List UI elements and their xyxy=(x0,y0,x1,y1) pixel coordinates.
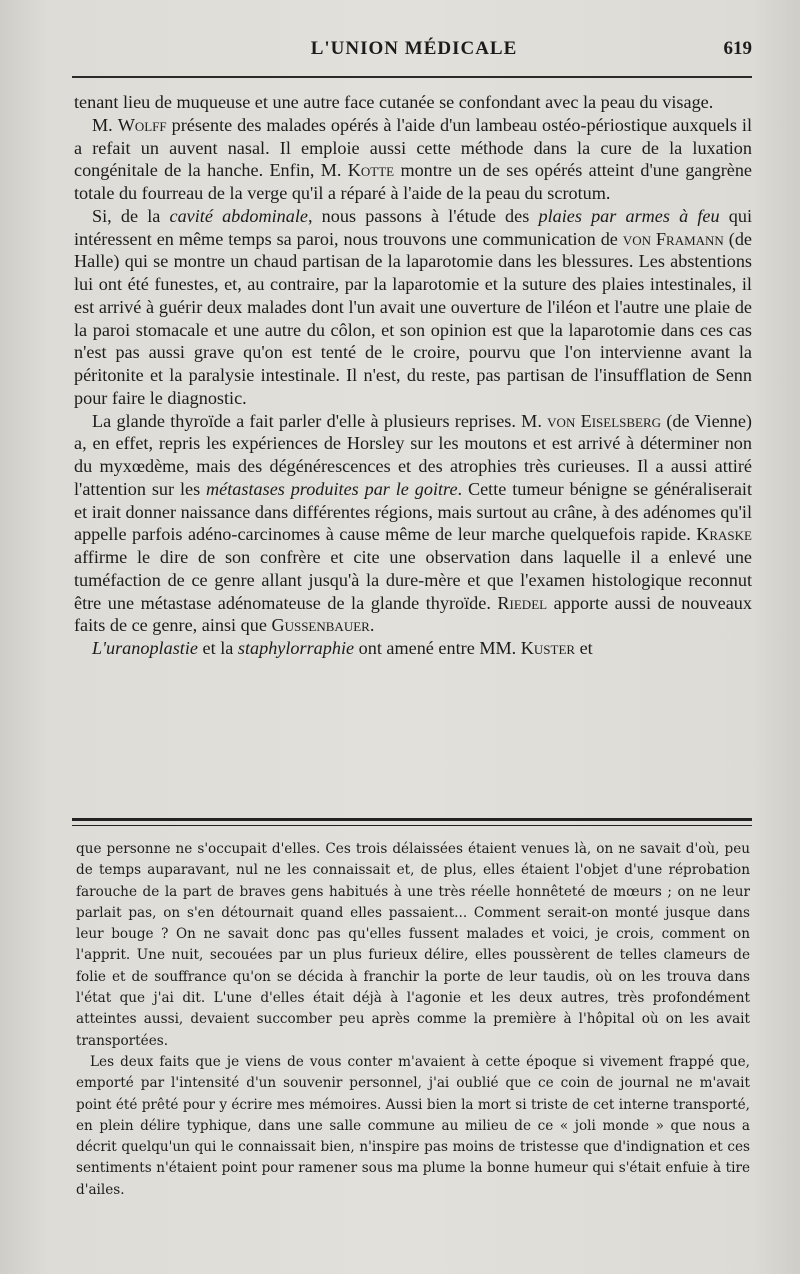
term-staphylorraphie: staphylorraphie xyxy=(237,638,355,658)
page-number: 619 xyxy=(723,38,752,59)
p2-mid: présente des malades opérés à l'aide d'un lambeau ostéo-périostique auxquels il a refait un auvent nasal. Il emploie aussi cette méthode dans la cure de la luxation congénitale de la hanche. Enfin, M. xyxy=(74,114,752,181)
term-metastases-goitre: métastases produites par le goitre xyxy=(206,478,458,499)
author-von-framann: von Framann xyxy=(622,228,724,249)
feuilleton-paragraph-2: Les deux faits que je viens de vous conter m'avaient à cette époque si vivement frappé que, emporté par l'intensité d'un souvenir personnel, j'ai oublié que ce coin de journal ne m'avait point été prêté pour y écrire mes mémoires. Aussi bien la mort si triste de cet interne transporté, en plein délire typhique, dans une salle commune au milieu de ce « joli monde » que nous a décrit quelqu'un qui le connaissait bien, n'inspire pas moins de tristesse que d'indignation et ces sentiments n'étaient point pour ramener sous ma plume la bonne humeur qui s'était enfuie à tire d'ailes. xyxy=(76,1053,750,1198)
p4-d: affirme le dire de son confrère et cite une observation dans laquelle il a enlevé une tuméfaction de ce genre allant jusqu'à la dure-mère et que l'examen histologique reconnut être une métastase adénomateuse de la glande thyroïde. xyxy=(74,547,752,613)
term-cavite-abdominale: cavité abdominale xyxy=(169,205,308,226)
p5-a: et la xyxy=(197,638,238,658)
author-riedel: Riedel xyxy=(497,592,548,613)
p3-c: qui intéressent en même temps sa paroi, nous trouvons une communication de xyxy=(74,205,752,249)
p4-e: apporte aussi de nouveaux faits de ce genre, ainsi que xyxy=(74,592,752,636)
feuilleton-text xyxy=(76,839,750,1201)
p4-f: . xyxy=(369,615,375,636)
paragraph-4 xyxy=(74,410,752,638)
paragraph-1-text: tenant lieu de muqueuse et une autre face cutanée se confondant avec la peau du visage. xyxy=(74,92,714,112)
author-von-eiselsberg: von Eiselsberg xyxy=(547,410,662,431)
paragraph-2 xyxy=(74,114,752,205)
p3-a: Si, de la xyxy=(92,205,170,226)
author-kotte: Kotte xyxy=(347,160,395,181)
main-article-text xyxy=(74,91,752,660)
p2-pre: M. xyxy=(92,114,118,135)
p4-c: . Cette tumeur bénigne se généraliserait et irait donner naissance dans différentes régions, mais surtout au crâne, à des adénomes qu'il appelle parfois adéno-carcinomes à cause même de leur marche quelquefois rapide. xyxy=(74,478,753,545)
p3-b: , nous passons à l'étude des xyxy=(307,205,539,226)
running-title: L'UNION MÉDICALE xyxy=(310,38,518,59)
paragraph-3 xyxy=(74,205,752,410)
p3-d: (de Halle) qui se montre un chaud partisan de la laparotomie dans les blessures. Les abstentions lui ont été funestes, et, au contraire, par la laparotomie et la suture des plaies intestinales, il est arrivé à guérir deux malades dont l'un avait une ouverture de l'iléon et l'autre une plaie de la paroi stomacale et une autre du côlon, et son opinion est que la laparotomie dans ces cas n'est pas aussi grave qu'on est tenté de le croire, pourvu que l'on intervienne avant la péritonite et la paralysie intestinale. Il n'est, du reste, pas partisan de l'insufflation de Senn pour faire le diagnostic. xyxy=(74,228,752,408)
author-gussenbauer: Gussenbauer xyxy=(271,615,370,636)
p2-post: montre un de ses opérés atteint d'une gangrène totale du fourreau de la verge qu'il a réparé à l'aide de la peau du scrotum. xyxy=(74,160,752,203)
term-uranoplastie: L'uranoplastie xyxy=(92,638,198,658)
author-wolff: Wolff xyxy=(117,114,167,135)
p5-c: et xyxy=(575,638,593,658)
paragraph-1 xyxy=(74,91,752,114)
page-header xyxy=(76,38,752,72)
p4-a: La glande thyroïde a fait parler d'elle à plusieurs reprises. M. xyxy=(92,410,548,431)
author-kraske: Kraske xyxy=(696,524,752,545)
feuilleton-rule-thin xyxy=(72,825,752,826)
p4-b: (de Vienne) a, en effet, repris les expériences de Horsley sur les moutons et est arrivé à déterminer non du myxœdème, mais des dégénérescences et des atrophies très curieuses. Il a aussi attiré l'attention sur les xyxy=(74,410,752,499)
feuilleton-rule-thick xyxy=(72,818,752,821)
author-kuster: Kuster xyxy=(520,638,576,658)
term-plaies-armes-feu: plaies par armes à feu xyxy=(538,205,720,226)
header-rule xyxy=(72,76,752,78)
paragraph-5 xyxy=(74,637,752,660)
feuilleton-paragraph-1: que personne ne s'occupait d'elles. Ces trois délaissées étaient venues là, on ne savait d'où, peu de temps auparavant, nul ne les connaissait et, de plus, elles étaient l'objet d'une réprobation farouche de la part de braves gens habitués à une très réelle honnêteté de mœurs ; on ne leur parlait pas, on s'en détournait quand elles passaient... Comment serait-on monté jusque dans leur bouge ? On ne savait donc pas qu'elles fussent malades et voici, je crois, comment on l'apprit. Une nuit, secouées par un plus furieux délire, elles poussèrent de telles clameurs de folie et de souffrance qu'on se décida à franchir la porte de leur taudis, où on les trouva dans l'état que j'ai dit. L'une d'elles était déjà à l'agonie et les deux autres, très profondément atteintes aussi, devaient succomber peu après comme la première à l'hôpital où on les avait transportées. xyxy=(76,841,750,1049)
p5-b: ont amené entre MM. xyxy=(354,638,521,658)
